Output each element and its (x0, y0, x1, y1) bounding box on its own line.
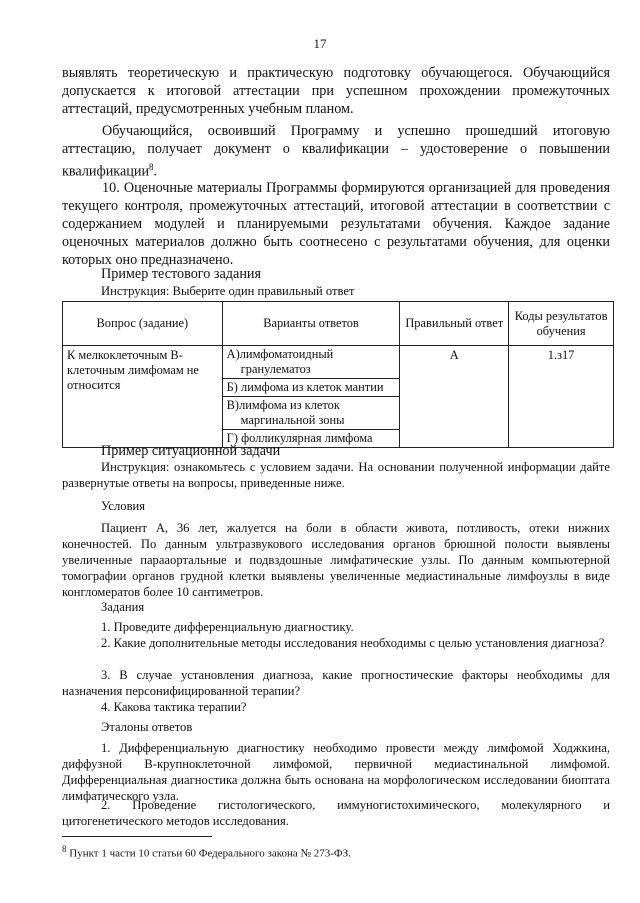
header-variants: Варианты ответов (222, 302, 400, 346)
situation-example-heading: Пример ситуационной задачи (101, 443, 281, 459)
test-table-row (63, 346, 614, 448)
variant-b-text1: лимфома из клеток мантии (241, 380, 384, 394)
task-1: 1. Проведите дифференциальную диагностику. (101, 620, 354, 634)
test-instruction: Инструкция: Выберите один правильный ответ (101, 284, 355, 298)
answer-1: 1. Дифференциальную диагностику необходимо провести между лимфомой Ходжкина, диффузной В-крупноклеточной лимфомой, первичной медиастинальной лимфомой. Дифференциальная диагностика должна быть основана на морфологическом исследовании биоптата лимфатического узла. (62, 741, 610, 803)
header-correct: Правильный ответ (400, 302, 509, 346)
task-4: 4. Какова тактика терапии? (101, 700, 247, 714)
footnote-text: Пункт 1 части 10 статьи 60 Федерального закона № 273-ФЗ. (69, 847, 351, 860)
paragraph-certificate-end: . (153, 163, 158, 180)
variant-a-text1: лимфоматоидный (239, 347, 334, 361)
situation-instruction: Инструкция: ознакомьтесь с условием задачи. На основании полученной информации дайте развернутые ответы на вопросы, приведенные ниже. (62, 460, 610, 490)
variant-c-text1: лимфома из клеток (239, 398, 340, 412)
variant-d-text1: фолликулярная лимфома (241, 431, 373, 445)
variant-b-label: Б) (226, 380, 238, 394)
footnote-divider (62, 836, 212, 837)
footnote (62, 844, 351, 860)
task-3: 3. В случае установления диагноза, какие прогностические факторы необходимы для назначения персонифицированной терапии? (62, 668, 610, 698)
footnote-ref: 8 (149, 162, 154, 172)
test-table-header (63, 302, 614, 346)
variant-c (223, 397, 400, 430)
question-cell: К мелкоклеточным В-клеточным лимфомам не относится (63, 346, 223, 448)
variant-a (223, 346, 400, 379)
answers-heading: Эталоны ответов (101, 720, 193, 734)
paragraph-admission: выявлять теоретическую и практическую подготовку обучающегося. Обучающийся допускается к итоговой аттестации при успешном прохождении промежуточных аттестаций, предусмотренных учебным планом. (62, 65, 610, 117)
header-codes: Коды результатов обучения (509, 302, 614, 346)
paragraph-certificate-text: Обучающийся, освоивший Программу и успешно прошедший итоговую аттестацию, получает документ о квалификации – удостоверение о повышении квалификации (62, 123, 610, 180)
variant-b (223, 379, 400, 397)
variant-c-text2: маргинальной зоны (240, 413, 345, 427)
footnote-mark: 8 (62, 844, 67, 854)
tasks-heading: Задания (101, 600, 145, 614)
paragraph-evaluation-materials: 10. Оценочные материалы Программы формируются организацией для проведения текущего контроля, промежуточных аттестаций, итоговой аттестации в соответствии с содержанием модулей и планируемыми результатами обучения. Каждое задание оценочных материалов должно быть соотнесено с результатами обучения, для оценки которых оно предназначено. (62, 180, 610, 268)
variant-a-label: А) (226, 347, 240, 361)
header-question: Вопрос (задание) (63, 302, 223, 346)
variant-d-label: Г) (226, 431, 238, 445)
answer-2: 2. Проведение гистологического, иммуногистохимического, молекулярного и цитогенетического методов исследования. (62, 798, 610, 828)
conditions-heading: Условия (101, 499, 146, 513)
task-2: 2. Какие дополнительные методы исследования необходимы с целью установления диагноза? (101, 636, 605, 650)
test-example-heading: Пример тестового задания (101, 266, 262, 282)
conditions-text: Пациент А, 36 лет, жалуется на боли в области живота, потливость, отеки нижних конечностей. По данным ультразвукового исследования органов брюшной полости выявлены увеличенные парааортальные и подвздошные лимфатические узлы. По данным компьютерной томографии органов грудной клетки выявлены увеличенные медиастинальные лимфоузлы в виде конгломератов более 10 сантиметров. (62, 521, 610, 599)
code-cell: 1.з17 (509, 346, 614, 448)
test-table (62, 301, 614, 448)
paragraph-certificate (62, 122, 610, 181)
variant-c-label: В) (226, 398, 240, 412)
variants-cell (222, 346, 400, 448)
correct-answer-cell: А (400, 346, 509, 448)
page-number: 17 (313, 36, 327, 51)
variant-a-text2: гранулематоз (240, 362, 311, 376)
